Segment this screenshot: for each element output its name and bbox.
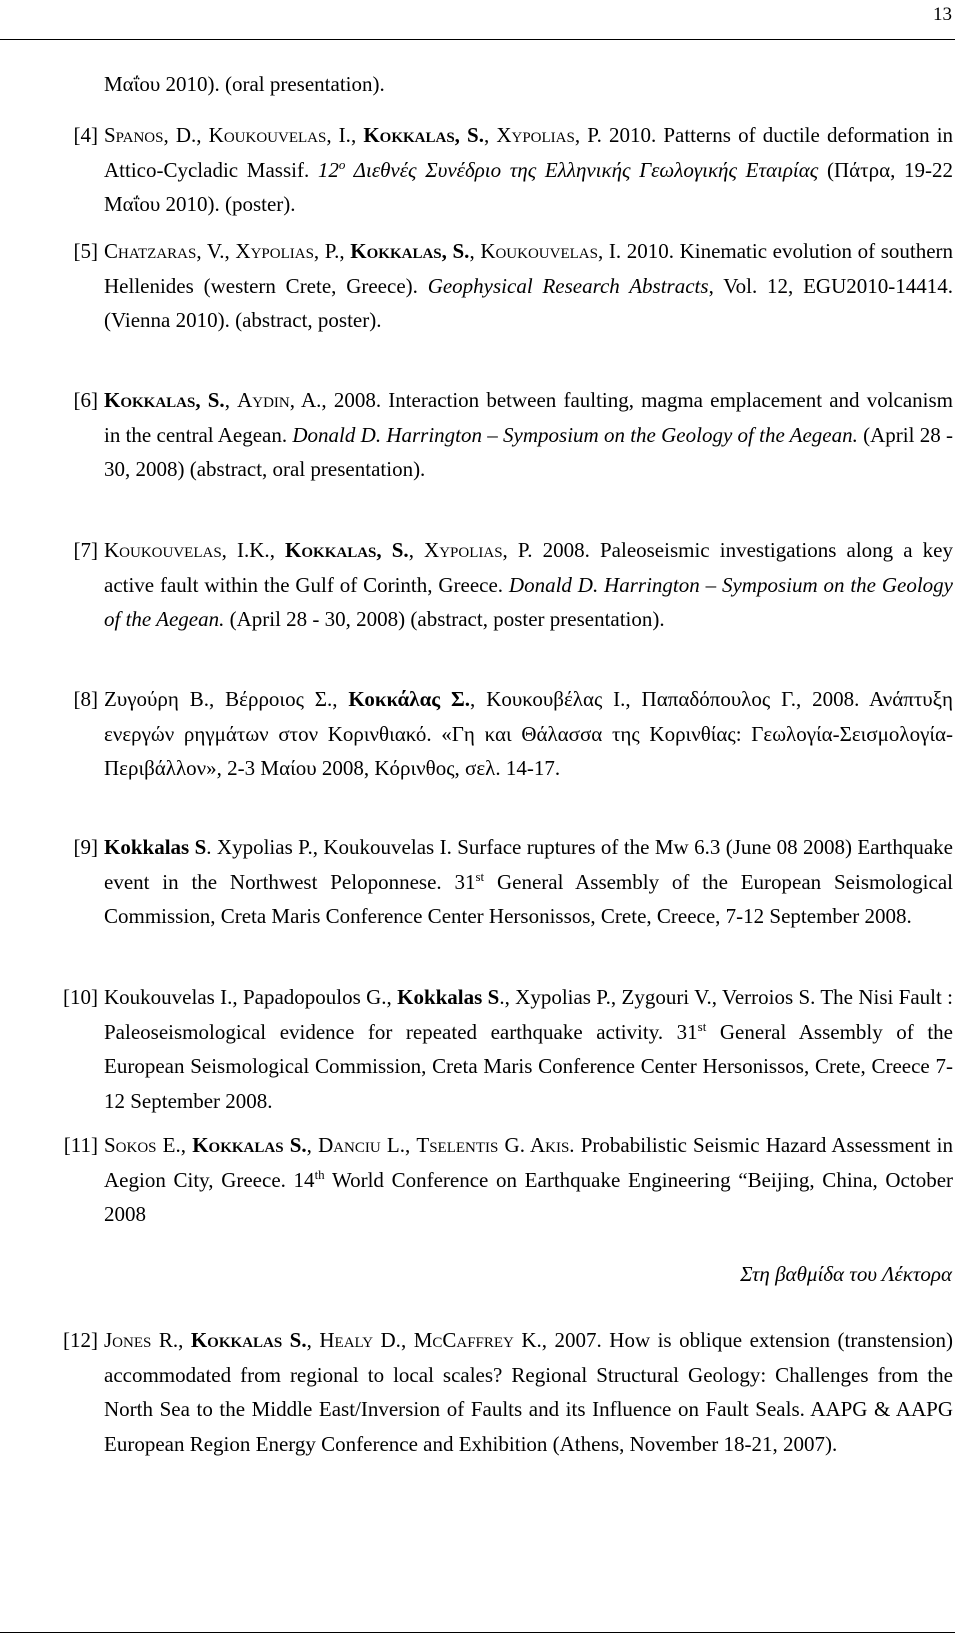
reference-author: McCaffrey K.: [413, 1328, 542, 1352]
ref-number: [6]: [73, 388, 98, 412]
rank-note: Στη βαθμίδα του Λέκτορα: [740, 1262, 952, 1286]
reference-author: Kokkalas, S.: [285, 538, 409, 562]
reference-author: Ζυγούρη Β., Βέρροιος Σ.,: [104, 687, 349, 711]
reference-author: ,: [224, 388, 238, 412]
reference-entry: [104, 383, 953, 487]
reference-text: Donald D. Harrington – Symposium on the Geology of the Aegean.: [292, 422, 858, 447]
reference-author: ,: [178, 1328, 191, 1352]
reference-text: th: [314, 1166, 325, 1182]
ref-number: [11]: [63, 1133, 98, 1157]
ref-number: [9]: [73, 835, 98, 859]
reference-author: ,: [469, 239, 481, 263]
reference-author: Kokkalas, S.: [363, 123, 484, 147]
reference-entry: [104, 682, 953, 786]
reference-author: ,: [306, 1133, 319, 1157]
reference-text: General Assembly of the European Seismological Commission, Creta Maris Conference Center Hersonissos, Crete, Creece, 7-12 September 2008.: [104, 869, 953, 928]
reference-author: Danciu L.: [318, 1133, 405, 1157]
reference-entry: [104, 1128, 953, 1232]
header-rule: [0, 39, 955, 40]
reference-author: ,: [350, 123, 364, 147]
ref-number: [12]: [63, 1328, 98, 1352]
reference-author: Koukouvelas, I.: [208, 123, 351, 147]
reference-author: Jones R.: [104, 1328, 179, 1352]
reference-author: Κοκκάλας Σ.: [348, 687, 471, 711]
reference-author: Koukouvelas, I.K.: [104, 538, 270, 562]
reference-author: ,: [483, 123, 497, 147]
reference-author: ,: [404, 1133, 417, 1157]
reference-text: (April 28 - 30, 2008) (abstract, poster presentation).: [224, 607, 665, 631]
reference-text: Διεθνές Συνέδριο της Ελληνικής Γεωλογικής Εταιρίας: [345, 157, 819, 182]
reference-author: Aydin, A.: [237, 388, 322, 412]
ref-number: [10]: [63, 985, 98, 1009]
page-number: 13: [933, 4, 952, 25]
reference-text: Surface ruptures of the Mw 6.3 (June 08 2008) Earthquake event in the Northwest Peloponnese. 31: [104, 835, 953, 894]
reference-entry: [104, 980, 953, 1118]
reference-author: ,: [180, 1133, 193, 1157]
reference-author: Healy D.: [319, 1328, 401, 1352]
reference-author: . Xypolias P., Koukouvelas I.: [206, 835, 452, 859]
reference-author: Kokkalas S: [397, 985, 500, 1009]
reference-text: 2010. Kinematic evolution of southern Hellenides (western Crete, Greece).: [104, 239, 954, 298]
reference-text: 2010. Patterns of ductile deformation in Attico-Cycladic Massif.: [104, 123, 954, 182]
reference-author: Koukouvelas I., Papadopoulos G.,: [104, 985, 398, 1009]
reference-text: 2008. Paleoseismic investigations along a key active fault within the Gulf of Corinth, Greece.: [104, 538, 954, 597]
reference-text: (Πάτρα, 19-22 Μαΐου 2010). (poster).: [104, 157, 953, 216]
reference-text: , 2008. Interaction between faulting, magma emplacement and volcanism in the central Aegean.: [104, 388, 954, 447]
reference-text: Geophysical Research Abstracts: [427, 273, 709, 298]
reference-author: Xypolias, P.: [496, 123, 602, 147]
reference-author: Sokos E.: [104, 1133, 181, 1157]
reference-author: Kokkalas, S.: [104, 388, 225, 412]
reference-author: Chatzaras, V.: [104, 239, 225, 263]
ref-number: [4]: [73, 123, 98, 147]
reference-author: ,: [339, 239, 351, 263]
reference-author: ,: [269, 538, 286, 562]
reference-author: ,: [408, 538, 425, 562]
reference-author: Spanos, D.: [104, 123, 197, 147]
reference-author: ,: [196, 123, 209, 147]
reference-author: ,: [400, 1328, 414, 1352]
reference-text: General Assembly of the European Seismological Commission, Creta Maris Conference Center Hersonissos, Crete, Creece 7-12 September 2008.: [104, 1019, 953, 1113]
reference-text: , 2007. How is oblique extension (transtension) accommodated from regional to local scales? Regional Structural Geology: Challenges from the North Sea to the Middle East/Inversion of Faults and its Influence on Fault Seals. AAPG & AAPG European Region Energy Conference and Exhibition (Athens, November 18-21, 2007).: [104, 1328, 954, 1456]
ref-number: [7]: [73, 538, 98, 562]
reference-author: Kokkalas, S.: [350, 239, 470, 263]
reference-entry: [104, 1323, 953, 1461]
reference-entry: [104, 234, 953, 338]
reference-author: Kokkalas S.: [192, 1133, 307, 1157]
footer-rule: [0, 1632, 955, 1633]
reference-text: 2008. Ανάπτυξη ενεργών ρηγμάτων στον Κορινθιακό. «Γη και Θάλασσα της Κορινθίας: Γεωλογία-Σεισμολογία-Περιβάλλον», 2-3 Μαίου 2008, Κόρινθος, σελ. 14-17.: [104, 687, 953, 780]
reference-text: Probabilistic Seismic Hazard Assessment in Aegion City, Greece. 14: [104, 1133, 954, 1192]
reference-author: Xypolias, P.: [424, 538, 533, 562]
carryover-text: Μαΐου 2010). (oral presentation).: [104, 72, 385, 96]
reference-text: st: [697, 1018, 707, 1034]
reference-text: ο: [338, 156, 346, 172]
reference-author: Kokkalas S.: [190, 1328, 307, 1352]
reference-author: Koukouvelas, I.: [480, 239, 622, 263]
reference-text: st: [475, 868, 485, 884]
reference-text: , Vol. 12, EGU2010-14414. (Vienna 2010). (abstract, poster).: [104, 273, 954, 332]
ref-number: [5]: [73, 239, 98, 263]
reference-entry: [104, 118, 953, 222]
reference-author: Kokkalas S: [104, 835, 207, 859]
reference-text: Donald D. Harrington – Symposium on the Geology of the Aegean.: [104, 572, 953, 631]
reference-author: Tselentis G. Akis.: [416, 1133, 575, 1157]
reference-text: (April 28 - 30, 2008) (abstract, oral presentation).: [104, 422, 953, 481]
reference-author: ,: [224, 239, 236, 263]
reference-entry: [104, 830, 953, 934]
reference-text: The Nisi Fault : Paleoseismological evidence for repeated earthquake activity. 31: [104, 985, 953, 1044]
reference-entry: [104, 533, 953, 637]
reference-author: , Κουκουβέλας Ι., Παπαδόπουλος Γ.,: [470, 687, 802, 711]
ref-number: [8]: [73, 687, 98, 711]
reference-author: ., Xypolias P., Zygouri V., Verroios S.: [499, 985, 816, 1009]
reference-text: World Conference on Earthquake Engineering “Beijing, China, October 2008: [104, 1167, 954, 1226]
reference-author: Xypolias, P.: [235, 239, 340, 263]
reference-text: 12: [317, 157, 339, 182]
reference-author: ,: [306, 1328, 320, 1352]
